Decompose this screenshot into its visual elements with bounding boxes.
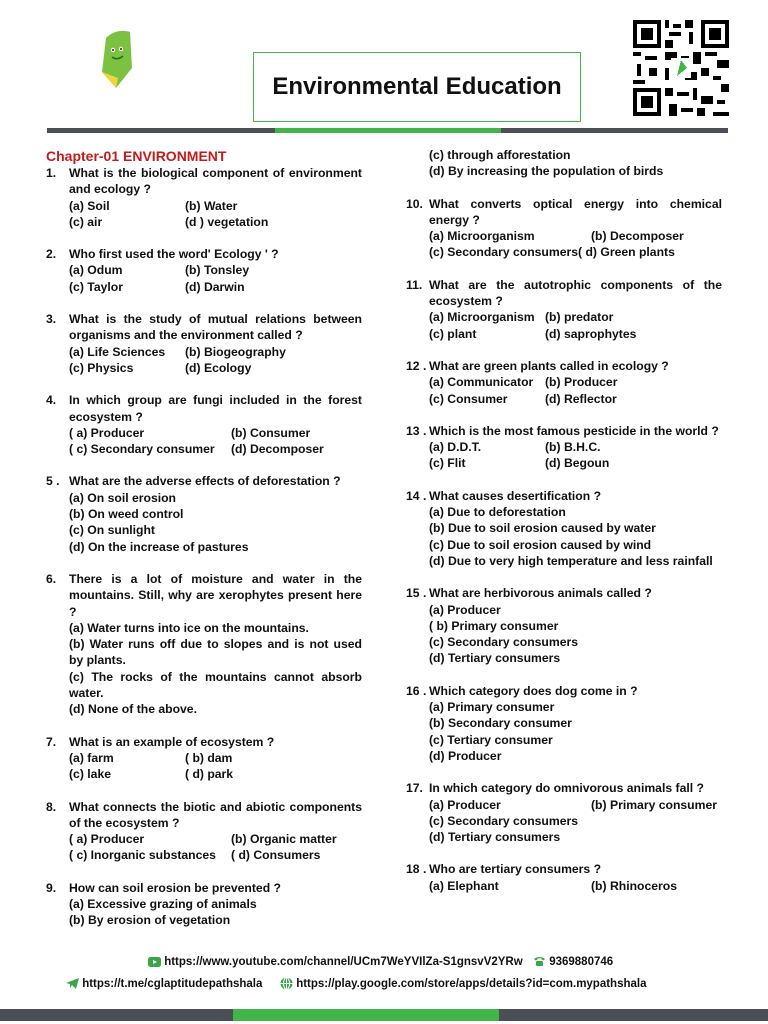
- option-text: (a) Producer: [429, 797, 501, 812]
- option-text: (c) Flit: [429, 456, 466, 471]
- question-text: How can soil erosion be prevented ?: [69, 880, 281, 895]
- right-column: [406, 147, 722, 910]
- option-text: ( d) Consumers: [231, 848, 321, 863]
- question-text: What are the autotrophic components of the ecosystem ?: [429, 277, 722, 309]
- question-item: [406, 488, 722, 569]
- option-text: (d) Decomposer: [231, 442, 324, 457]
- pencil-logo-icon: [96, 28, 136, 90]
- option-text: (d) Darwin: [185, 279, 245, 294]
- option-text: (b) Tonsley: [185, 263, 250, 278]
- option-line: (c) Tertiary consumer: [429, 732, 553, 747]
- question-item: [46, 473, 362, 554]
- option-text: (b) Rhinoceros: [591, 878, 677, 893]
- question-item: [406, 780, 722, 845]
- option-text: ( b) dam: [185, 750, 233, 765]
- question-number: 9.: [46, 880, 57, 895]
- option-line: (d) Producer: [429, 748, 502, 763]
- phone-number: 9369880746: [549, 956, 614, 968]
- youtube-link[interactable]: https://www.youtube.com/channel/UCm7WeYVIlZa-S1gnsvV2YRw: [164, 956, 523, 968]
- question-item: [406, 196, 722, 261]
- header-divider: [47, 128, 728, 133]
- playstore-link[interactable]: https://play.google.com/store/apps/details?id=com.mypathshala: [296, 978, 647, 990]
- question-text: What are herbivorous animals called ?: [429, 586, 652, 601]
- question-number: 6.: [46, 571, 57, 586]
- option-line: (a) On soil erosion: [69, 490, 176, 505]
- chapter-heading: Chapter-01 ENVIRONMENT: [46, 148, 227, 164]
- question-text: In which group are fungi included in the forest ecosystem ?: [69, 393, 362, 424]
- option-text: ( a) Producer: [69, 425, 145, 440]
- question-item: [46, 799, 362, 864]
- option-text: (b) Biogeography: [185, 344, 286, 359]
- option-text: (a) D.D.T.: [429, 440, 482, 455]
- question-text: Who first used the word' Ecology ' ?: [69, 247, 279, 262]
- question-item: [406, 423, 722, 472]
- telegram-link[interactable]: https://t.me/cglaptitudepathshala: [82, 978, 263, 990]
- option-text: (a) Elephant: [429, 878, 499, 893]
- question-number: 16 .: [406, 683, 427, 698]
- option-text: (b) Organic matter: [231, 832, 337, 847]
- option-text: (c) plant: [429, 326, 477, 341]
- option-text: (a) Odum: [69, 263, 123, 278]
- question-text: What is the study of mutual relations between organisms and the environment called ?: [69, 312, 362, 343]
- option-text: (d) Reflector: [545, 391, 617, 406]
- question-number: 8.: [46, 799, 57, 814]
- page-title: Environmental Education: [272, 72, 562, 100]
- question-text: What connects the biotic and abiotic components of the ecosystem ?: [69, 799, 362, 830]
- question-item: [46, 165, 362, 230]
- question-item: [406, 861, 722, 894]
- question-number: 1.: [46, 166, 57, 180]
- option-line: (a) Excessive grazing of animals: [69, 896, 257, 911]
- option-line: (a) Primary consumer: [429, 700, 555, 715]
- question-item: [406, 585, 722, 666]
- option-line: (c) The rocks of the mountains cannot absorb water.: [69, 669, 362, 701]
- option-text: (b) predator: [545, 310, 614, 325]
- question-text: Who are tertiary consumers ?: [429, 862, 602, 877]
- footer-divider: [0, 1009, 768, 1021]
- question-number: 18 .: [406, 862, 427, 877]
- option-text: ( a) Producer: [69, 832, 145, 847]
- option-line: (c) through afforestation: [429, 148, 571, 162]
- option-text: ( d) park: [185, 767, 234, 782]
- question-item: [46, 246, 362, 295]
- option-line: (d) Due to very high temperature and less rainfall: [429, 553, 713, 568]
- question-9-continuation: [406, 147, 722, 180]
- question-number: 10.: [406, 196, 423, 211]
- question-item: [406, 277, 722, 342]
- option-text: (a) Communicator: [429, 375, 534, 390]
- title-box: [253, 52, 581, 122]
- option-text: (d ) vegetation: [185, 214, 269, 229]
- question-text: What is the biological component of environment and ecology ?: [69, 166, 362, 197]
- option-line: (d) Tertiary consumers: [429, 651, 561, 666]
- question-item: [406, 358, 722, 407]
- option-text: (b) Decomposer: [591, 229, 684, 244]
- question-number: 5 .: [46, 474, 60, 489]
- question-number: 2.: [46, 247, 57, 262]
- question-number: 14 .: [406, 488, 427, 503]
- option-line: (c) Secondary consumers: [429, 635, 579, 650]
- question-number: 7.: [46, 734, 57, 749]
- question-number: 17.: [406, 781, 423, 796]
- option-line: (d) By increasing the population of birds: [429, 164, 664, 179]
- youtube-icon: [148, 957, 161, 967]
- option-text: (d) saprophytes: [545, 326, 637, 341]
- question-text: What converts optical energy into chemical energy ?: [429, 196, 722, 227]
- option-line: (c) On sunlight: [69, 523, 155, 538]
- left-column: [46, 147, 362, 945]
- option-text: (c) Physics: [69, 360, 134, 375]
- question-number: 15 .: [406, 586, 427, 601]
- question-item: [46, 311, 362, 376]
- question-number: 13 .: [406, 423, 427, 438]
- option-line: (c) Due to soil erosion caused by wind: [429, 537, 652, 552]
- option-line: (b) On weed control: [69, 507, 184, 522]
- option-text: (c) Consumer: [429, 391, 508, 406]
- question-text: In which category do omnivorous animals fall ?: [429, 781, 704, 796]
- option-line: (c) Secondary consumers: [429, 813, 579, 828]
- option-text: (c) Taylor: [69, 279, 123, 294]
- question-item: [46, 880, 362, 929]
- question-text: What causes desertification ?: [429, 488, 602, 503]
- question-number: 4.: [46, 393, 57, 408]
- option-text: (c) air: [69, 214, 103, 229]
- option-line: (b) Due to soil erosion caused by water: [429, 521, 656, 536]
- option-line: (c) Secondary consumers( d) Green plants: [429, 245, 675, 260]
- option-line: (a) Due to deforestation: [429, 505, 566, 520]
- question-number: 11.: [406, 277, 423, 292]
- option-line: (a) Producer: [429, 602, 501, 617]
- option-text: (a) Microorganism: [429, 310, 535, 325]
- globe-icon: [280, 977, 293, 990]
- option-line: (d) Tertiary consumers: [429, 830, 561, 845]
- option-text: (a) farm: [69, 750, 114, 765]
- question-text: There is a lot of moisture and water in the mountains. Still, why are xerophytes present here ?: [69, 571, 362, 619]
- question-item: [46, 734, 362, 783]
- option-text: (b) Consumer: [231, 425, 311, 440]
- question-text: What is an example of ecosystem ?: [69, 734, 275, 749]
- option-line: (b) Water runs off due to slopes and is not used by plants.: [69, 637, 362, 668]
- option-text: ( c) Inorganic substances: [69, 848, 216, 863]
- option-line: (d) On the increase of pastures: [69, 539, 249, 554]
- question-text: Which category does dog come in ?: [429, 683, 638, 698]
- option-line: (a) Water turns into ice on the mountains.: [69, 620, 309, 635]
- telegram-icon: [66, 978, 79, 989]
- option-text: (b) B.H.C.: [545, 440, 601, 455]
- phone-icon: [533, 956, 546, 967]
- option-line: ( b) Primary consumer: [429, 618, 559, 633]
- question-text: What are the adverse effects of deforestation ?: [69, 474, 341, 489]
- question-number: 3.: [46, 312, 57, 327]
- option-text: (d) Ecology: [185, 360, 252, 375]
- option-text: (d) Begoun: [545, 456, 610, 471]
- question-item: [406, 683, 722, 764]
- option-text: (b) Primary consumer: [591, 797, 717, 812]
- option-text: (a) Microorganism: [429, 229, 535, 244]
- option-line: (d) None of the above.: [69, 702, 197, 717]
- option-text: (a) Soil: [69, 198, 110, 213]
- option-line: (b) Secondary consumer: [429, 716, 572, 731]
- option-line: (b) By erosion of vegetation: [69, 913, 231, 928]
- qr-code-icon: [633, 20, 729, 116]
- question-item: [46, 571, 362, 718]
- option-text: (b) Producer: [545, 375, 618, 390]
- question-item: [46, 392, 362, 457]
- option-text: (a) Life Sciences: [69, 344, 166, 359]
- question-text: Which is the most famous pesticide in the world ?: [429, 423, 719, 438]
- question-number: 12 .: [406, 358, 427, 373]
- option-text: (c) lake: [69, 767, 112, 782]
- question-text: What are green plants called in ecology ?: [429, 358, 669, 373]
- option-text: ( c) Secondary consumer: [69, 442, 215, 457]
- option-text: (b) Water: [185, 198, 238, 213]
